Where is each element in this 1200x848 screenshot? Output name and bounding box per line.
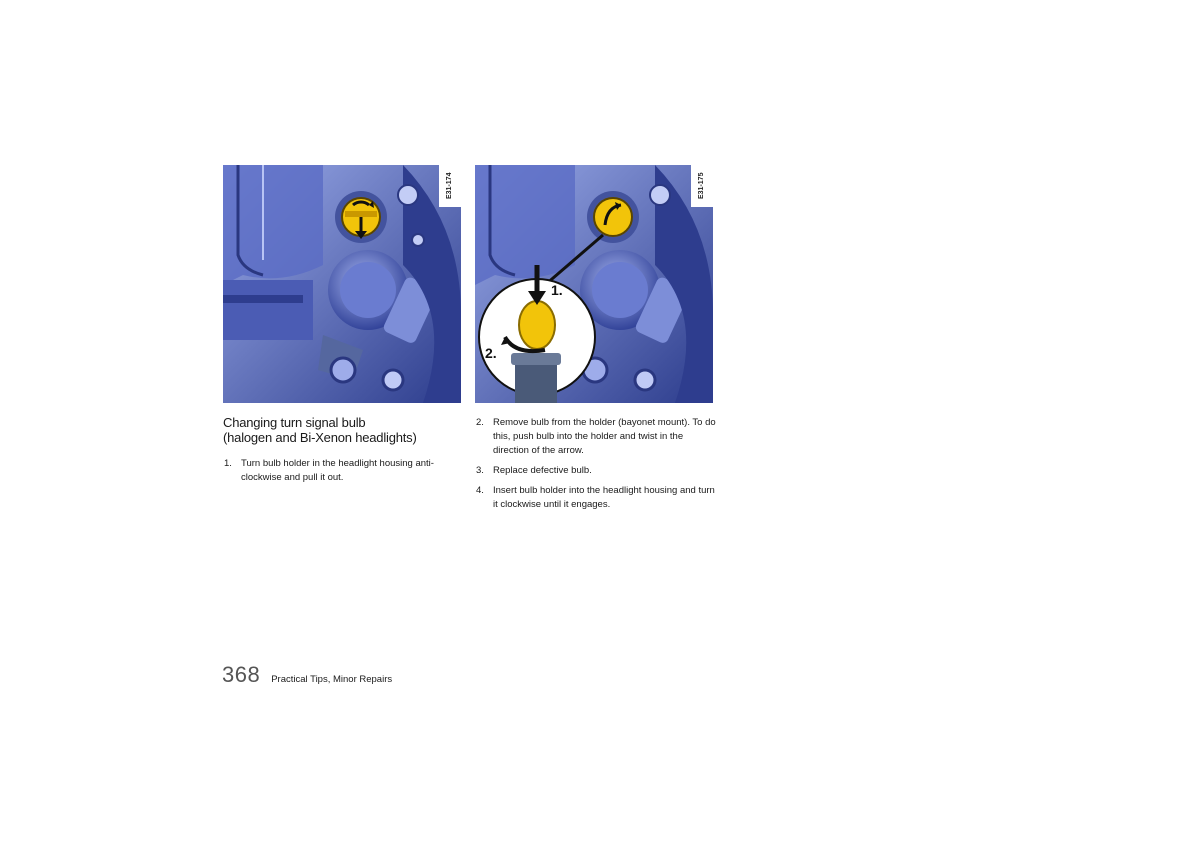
headlight-housing-illustration: [223, 165, 461, 403]
page-number: 368: [222, 662, 261, 687]
section-title: Practical Tips, Minor Repairs: [271, 674, 393, 685]
step-text: Insert bulb holder into the headlight housing and turn it clockwise until it engages.: [493, 485, 715, 510]
list-item: [224, 457, 462, 485]
figure-code: E31-175: [691, 165, 713, 207]
heading-line-1: Changing turn signal bulb: [223, 415, 366, 430]
instruction-list-left: [224, 457, 462, 491]
figure-bulb-removal: [475, 165, 713, 403]
section-heading: [223, 415, 463, 445]
list-item: [476, 484, 716, 512]
step-number: 4.: [476, 485, 484, 496]
callout-1: 1.: [551, 282, 563, 298]
page-footer: [222, 662, 392, 688]
figure-bulb-holder: [223, 165, 461, 403]
step-text: Remove bulb from the holder (bayonet mount). To do this, push bulb into the holder and twist in the direction of the arrow.: [493, 417, 716, 456]
headlight-housing-detail-illustration: [475, 165, 713, 403]
bulb-icon: [519, 301, 555, 349]
figure-code: E31-174: [439, 165, 461, 207]
heading-line-2: (halogen and Bi-Xenon headlights): [223, 430, 417, 445]
step-number: 2.: [476, 417, 484, 428]
step-text: Replace defective bulb.: [493, 465, 592, 476]
instruction-list-right: [476, 416, 716, 518]
step-number: 1.: [224, 458, 232, 469]
callout-2: 2.: [485, 345, 497, 361]
list-item: [476, 416, 716, 458]
step-number: 3.: [476, 465, 484, 476]
step-text: Turn bulb holder in the headlight housing anti-clockwise and pull it out.: [241, 458, 434, 483]
list-item: [476, 464, 716, 478]
